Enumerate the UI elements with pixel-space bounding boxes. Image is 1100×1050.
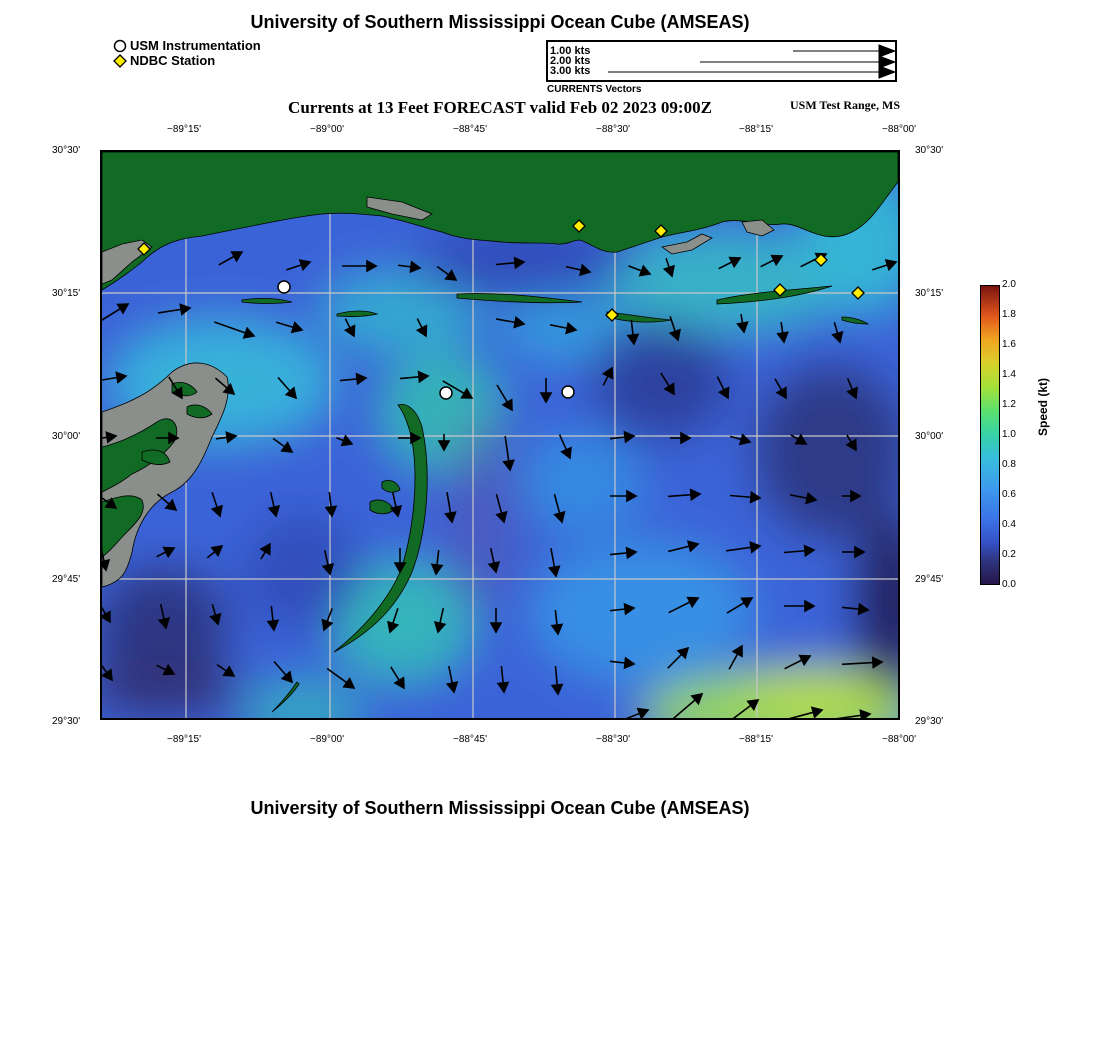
usm-station-1 [278,281,290,293]
range-label: USM Test Range, MS [789,98,900,112]
legend-ndbc-label: NDBC Station [130,53,216,68]
lat-tick-right-1: 30°30' [915,145,944,156]
vector-scale-key [546,40,897,82]
lon-tick-top-2: −89°00' [310,124,344,135]
vector-key-arrows [548,42,895,80]
lon-tick-top-6: −88°00' [882,124,916,135]
colorbar-tick-6: 1.0 [1002,429,1016,440]
usm-station-3 [562,386,574,398]
lon-tick-bottom-5: −88°15' [739,734,773,745]
colorbar-tick-4: 1.4 [1002,369,1016,380]
colorbar-tick-7: 0.8 [1002,459,1016,470]
colorbar-tick-1: 2.0 [1002,279,1016,290]
legend-usm [113,38,261,53]
lon-tick-top-1: −89°15' [167,124,201,135]
vector-key-head-1 [879,45,895,57]
lat-tick-left-4: 29°45' [52,574,81,585]
vector-key-head-2 [879,56,895,68]
lat-tick-left-3: 30°00' [52,431,81,442]
lat-tick-right-4: 29°45' [915,574,944,585]
vector-key-head-3 [879,66,895,78]
footer-title: University of Southern Mississippi Ocean Cube (AMSEAS) [250,798,750,818]
lon-tick-bottom-3: −88°45' [453,734,487,745]
colorbar-tick-3: 1.6 [1002,339,1016,350]
lat-tick-left-2: 30°15' [52,288,81,299]
lat-tick-right-2: 30°15' [915,288,944,299]
chart-subtitle: Currents at 13 Feet FORECAST valid Feb 02 2023 09:00Z [288,98,712,117]
chart-title: University of Southern Mississippi Ocean Cube (AMSEAS) [250,12,750,32]
lon-tick-top-5: −88°15' [739,124,773,135]
colorbar-tick-11: 0.0 [1002,579,1016,590]
lat-tick-right-3: 30°00' [915,431,944,442]
colorbar-gradient [980,285,1000,585]
lon-tick-bottom-1: −89°15' [167,734,201,745]
usm-circle-icon [113,39,127,53]
lon-tick-top-4: −88°30' [596,124,630,135]
speed-colorbar [980,279,1016,590]
vector-key-label-2: 2.00 kts [550,55,591,67]
legend-usm-label: USM Instrumentation [130,38,261,53]
colorbar-title: Speed (kt) [1036,377,1050,436]
lat-tick-left-5: 29°30' [52,716,81,727]
lat-tick-left-1: 30°30' [52,145,81,156]
colorbar-tick-2: 1.8 [1002,309,1016,320]
colorbar-tick-9: 0.4 [1002,519,1016,530]
colorbar-tick-5: 1.2 [1002,399,1016,410]
lon-tick-top-3: −88°45' [453,124,487,135]
colorbar-tick-10: 0.2 [1002,549,1016,560]
ndbc-diamond-icon [113,54,127,68]
lon-tick-bottom-2: −89°00' [310,734,344,745]
lon-tick-bottom-6: −88°00' [882,734,916,745]
map-canvas [102,152,898,718]
vector-key-caption: CURRENTS Vectors [547,84,642,95]
colorbar-tick-8: 0.6 [1002,489,1016,500]
lat-tick-right-5: 29°30' [915,716,944,727]
vector-key-label-3: 3.00 kts [550,65,591,77]
usm-station-2 [440,387,452,399]
legend-ndbc [113,53,261,68]
lon-tick-bottom-4: −88°30' [596,734,630,745]
current-speed-map [100,150,900,720]
vector-key-label-1: 1.00 kts [550,45,591,57]
station-legend [113,38,261,68]
